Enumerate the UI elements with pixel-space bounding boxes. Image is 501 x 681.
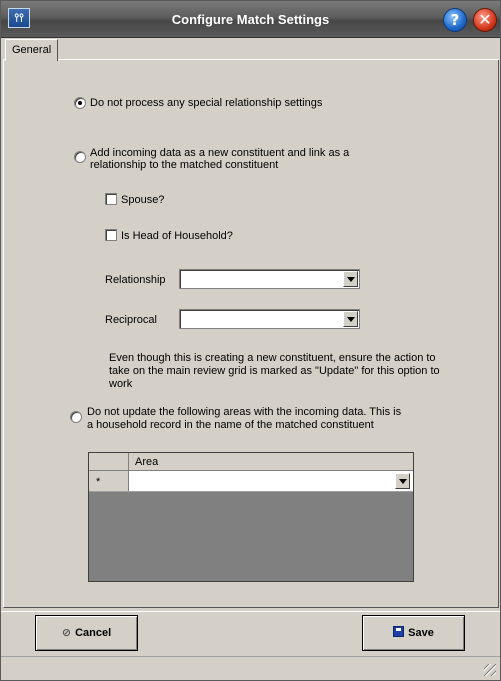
add-new-constituent-radio[interactable] xyxy=(74,151,86,163)
relationship-label: Relationship xyxy=(105,274,166,286)
floppy-disk-icon xyxy=(393,626,404,637)
save-label: Save xyxy=(408,627,434,639)
column-header-area[interactable]: Area xyxy=(135,456,159,468)
spouse-label: Spouse? xyxy=(121,194,165,206)
table-row xyxy=(89,471,413,492)
save-button[interactable] xyxy=(362,615,465,651)
no-update-label-line1: Do not update the following areas with the incoming data. This is xyxy=(87,406,402,418)
grid-corner xyxy=(89,453,129,471)
chevron-down-icon[interactable] xyxy=(343,311,358,327)
cancel-button[interactable] xyxy=(35,615,138,651)
resize-grip-icon[interactable] xyxy=(484,664,496,676)
window-title: Configure Match Settings xyxy=(171,12,330,27)
cancel-icon: ⊘ xyxy=(61,626,72,639)
settings-icon: ⫯⫯ xyxy=(8,8,30,28)
tab-general[interactable]: General xyxy=(5,39,58,61)
chevron-down-icon[interactable] xyxy=(343,271,358,287)
add-new-label-line1: Add incoming data as a new constituent and link as a xyxy=(90,147,350,159)
no-update-radio[interactable] xyxy=(70,411,82,423)
note-line1: Even though this is creating a new constituent, ensure the action to xyxy=(109,352,436,364)
no-process-radio[interactable] xyxy=(74,97,86,109)
add-new-label-line2: relationship to the matched constituent xyxy=(90,159,279,171)
note-line3: work xyxy=(109,378,133,390)
reciprocal-select[interactable] xyxy=(179,309,360,329)
areas-grid xyxy=(88,452,414,582)
no-process-label: Do not process any special relationship settings xyxy=(90,97,323,109)
footer-divider xyxy=(1,611,500,612)
note-line2: take on the main review grid is marked as "Update" for this option to xyxy=(109,365,440,377)
new-row-marker[interactable]: * xyxy=(89,471,129,491)
cancel-label: Cancel xyxy=(75,627,112,639)
spouse-checkbox[interactable] xyxy=(105,193,117,205)
question-icon: ? xyxy=(450,11,460,29)
help-button[interactable] xyxy=(443,8,467,32)
tab-strip xyxy=(3,38,499,60)
title-bar xyxy=(1,1,500,38)
relationship-select[interactable] xyxy=(179,269,360,289)
chevron-down-icon[interactable] xyxy=(395,473,410,489)
status-bar xyxy=(1,656,500,680)
reciprocal-label: Reciprocal xyxy=(105,314,157,326)
grid-header xyxy=(89,453,413,471)
area-cell-select[interactable] xyxy=(130,471,412,491)
close-icon: ✕ xyxy=(478,10,492,29)
close-button[interactable] xyxy=(473,8,497,32)
no-update-label-line2: a household record in the name of the matched constituent xyxy=(87,419,374,431)
head-of-household-checkbox[interactable] xyxy=(105,229,117,241)
head-of-household-label: Is Head of Household? xyxy=(121,230,233,242)
